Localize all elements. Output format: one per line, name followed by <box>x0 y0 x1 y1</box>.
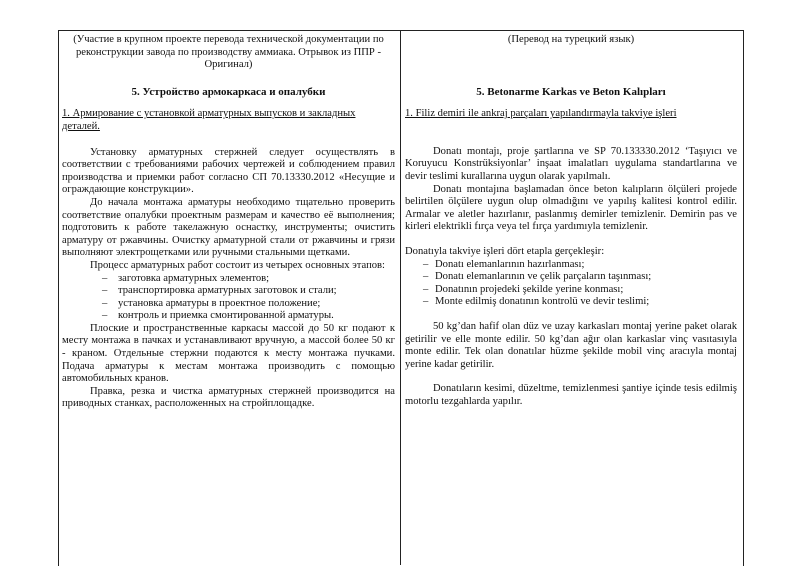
list-item: – установка арматуры в проектное положение; <box>102 297 321 309</box>
original-section-title: 5. Устройство армокаркаса и опалубки <box>131 85 326 98</box>
translation-stage-list <box>405 259 737 309</box>
original-subsection-title: 1. Армирование с установкой арматурных выпусков и закладных деталей. <box>62 108 356 132</box>
translation-paragraph-4: 50 kg’dan hafif olan düz ve uzay karkasları montaj yerine paket olarak getirilir ve elle monte edilir. 50 kg’dan ağır olan karkaslar vinç vasıtasıyla monte edilir. Tek olan donatılar hüzme şekilde mobil vinç aracıyla montaj yerine kadar getirilir. <box>405 320 737 370</box>
translation-paragraph-2: Donatı montajına başlamadan önce beton kalıpların ölçüleri projede belirtilen ölçülere uygun olup olmadığını ve yapılış kalitesi kontrol edilir. Armalar ve aletler hazırlanır, paslanmış demirler temizlenir. Demirin pas ve kirleri elektrikli fırça veya tel fırça yardımıyla temizlenir. <box>405 183 737 233</box>
original-paragraph-2: До начала монтажа арматуры необходимо тщательно проверить соответствие опалубки проектным размерам и качество её выполнения; подготовить к работе такелажную оснастку, инструменты; очистить арматуру от ржавчины. Очистку арматурной стали от ржавчины и грязи выполняют электрощетками или ручными стальными щетками. <box>62 196 395 259</box>
translation-paragraph-3: Donatıyla takviye işleri dört etapla gerçekleşir: <box>405 245 605 257</box>
original-paragraph-1: Установку арматурных стержней следует осуществлять в соответствии с требованиями рабочих чертежей и соблюдением правил производства и приемки работ согласно СП 70.13330.2012 «Несущие и ограждающие конструкции». <box>62 146 395 196</box>
translation-subsection-title: 1. Filiz demiri ile ankraj parçaları yapılandırmayla takviye işleri <box>405 108 677 120</box>
translation-section-title: 5. Betonarme Karkas ve Beton Kalıpları <box>476 85 666 98</box>
list-item: – заготовка арматурных элементов; <box>102 272 270 284</box>
original-paragraph-5: Правка, резка и чистка арматурных стержней производится на приводных станках, расположенных на стройплощадке. <box>62 385 395 410</box>
translation-paragraph-1: Donatı montajı, proje şartlarına ve SP 70.133330.2012 ‘Taşıyıcı ve Koruyucu Konstrüksiyonlar’ inşaat imalatları uygulama standartlarına ve devir teslimi kurallarına uygun olarak yapılmalı. <box>405 145 737 182</box>
translation-header: (Перевод на турецкий язык) <box>507 34 635 45</box>
translation-paragraph-5: Donatıların kesimi, düzeltme, temizlenmesi şantiye içinde tesis edilmiş motorlu tezgahlarda yapılır. <box>405 383 737 407</box>
list-item: – Monte edilmiş donatının kontrolü ve devir teslimi; <box>423 296 650 308</box>
list-item: – контроль и приемка смонтированной арматуры. <box>102 310 334 322</box>
list-item: – транспортировка арматурных заготовок и стали; <box>102 285 337 297</box>
list-item: – Donatının projedeki şekilde yerine konması; <box>423 283 624 295</box>
original-column <box>62 34 395 411</box>
original-paragraph-4: Плоские и пространственные каркасы массой до 50 кг подают к месту монтажа в пачках и устанавливают вручную, а массой более 50 кг - краном. Отдельные стержни подаются к месту монтажа пучками. Подача арматуры к местам монтажа производить с помощью автомобильных кранов. <box>62 322 395 385</box>
translation-column <box>405 34 737 408</box>
list-item: – Donatı elemanlarının ve çelik parçaların taşınması; <box>423 271 652 283</box>
list-item: – Donatı elemanlarının hazırlanması; <box>423 258 585 270</box>
original-stage-list <box>62 273 395 323</box>
column-divider <box>400 30 401 565</box>
original-header: (Участие в крупном проекте перевода технической документации по реконструкции завода по производству аммиака. Отрывок из ППР - Оригинал) <box>73 34 384 71</box>
original-paragraph-3: Процесс арматурных работ состоит из четырех основных этапов: <box>90 259 385 271</box>
